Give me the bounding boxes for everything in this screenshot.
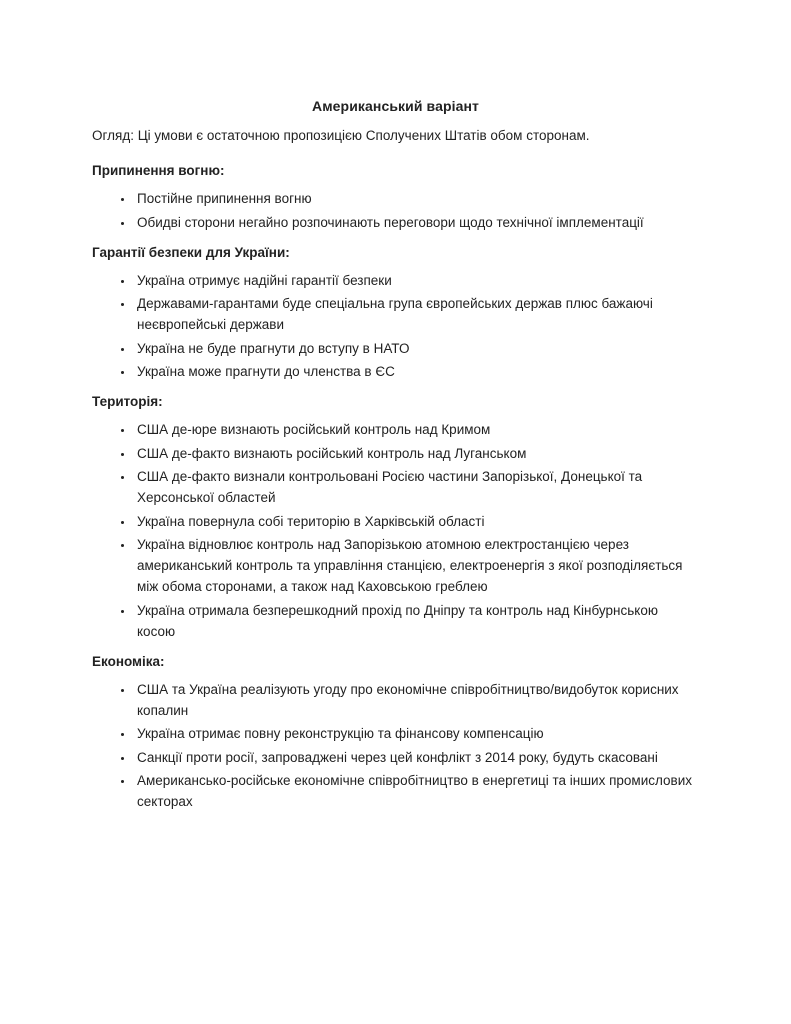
bullet-item: • Україна не буде прагнути до вступу в НАТО <box>134 338 699 359</box>
bullet-item: • Постійне припинення вогню <box>134 188 699 209</box>
bullet-list-territory <box>92 419 699 642</box>
section-heading-security-guarantees: Гарантії безпеки для України: <box>92 244 290 260</box>
bullet-item: • Україна отримає повну реконструкцію та фінансову компенсацію <box>134 723 699 744</box>
section-economy <box>92 651 699 813</box>
bullet-item: • США де-факто визнали контрольовані Росією частини Запорізької, Донецької та Херсонської областей <box>134 466 699 508</box>
bullet-item: • Державами-гарантами буде спеціальна група європейських держав плюс бажаючі неєвропейські держави <box>134 293 699 335</box>
bullet-item: • Обидві сторони негайно розпочинають переговори щодо технічної імплементації <box>134 212 699 233</box>
bullet-item: • США де-юре визнають російський контроль над Кримом <box>134 419 699 440</box>
bullet-item: • Україна отримує надійні гарантії безпеки <box>134 270 699 291</box>
section-security-guarantees <box>92 242 699 383</box>
bullet-item: • Україна отримала безперешкодний прохід по Дніпру та контроль над Кінбурнською косою <box>134 600 699 642</box>
bullet-item: • Україна відновлює контроль над Запорізькою атомною електростанцією через американський контроль та управління станцією, електроенергія з якої розподіляється між обома сторонами, а також над Каховською греблею <box>134 534 699 597</box>
bullet-item: • Американсько-російське економічне співробітництво в енергетиці та інших промислових секторах <box>134 770 699 812</box>
bullet-item: • Україна повернула собі територію в Харківській області <box>134 511 699 532</box>
bullet-item: • США та Україна реалізують угоду про економічне співробітництво/видобуток корисних копалин <box>134 679 699 721</box>
section-heading-territory: Територія: <box>92 394 163 409</box>
document-title: Американський варіант <box>311 98 479 114</box>
bullet-item: • США де-факто визнають російський контроль над Луганськом <box>134 443 699 464</box>
section-heading-economy: Економіка: <box>92 653 165 669</box>
overview-paragraph: Огляд: Ці умови є остаточною пропозицією Сполучених Штатів обом сторонам. <box>92 128 590 143</box>
section-heading-ceasefire: Припинення вогню: <box>92 163 225 178</box>
bullet-item: • Україна може прагнути до членства в ЄС <box>134 361 699 382</box>
section-territory <box>92 391 699 642</box>
bullet-list-economy <box>92 679 699 813</box>
section-ceasefire <box>92 160 699 233</box>
bullet-item: • Санкції проти росії, запроваджені через цей конфлікт з 2014 року, будуть скасовані <box>134 747 699 768</box>
bullet-list-security-guarantees <box>92 270 699 383</box>
bullet-list-ceasefire <box>92 188 699 233</box>
